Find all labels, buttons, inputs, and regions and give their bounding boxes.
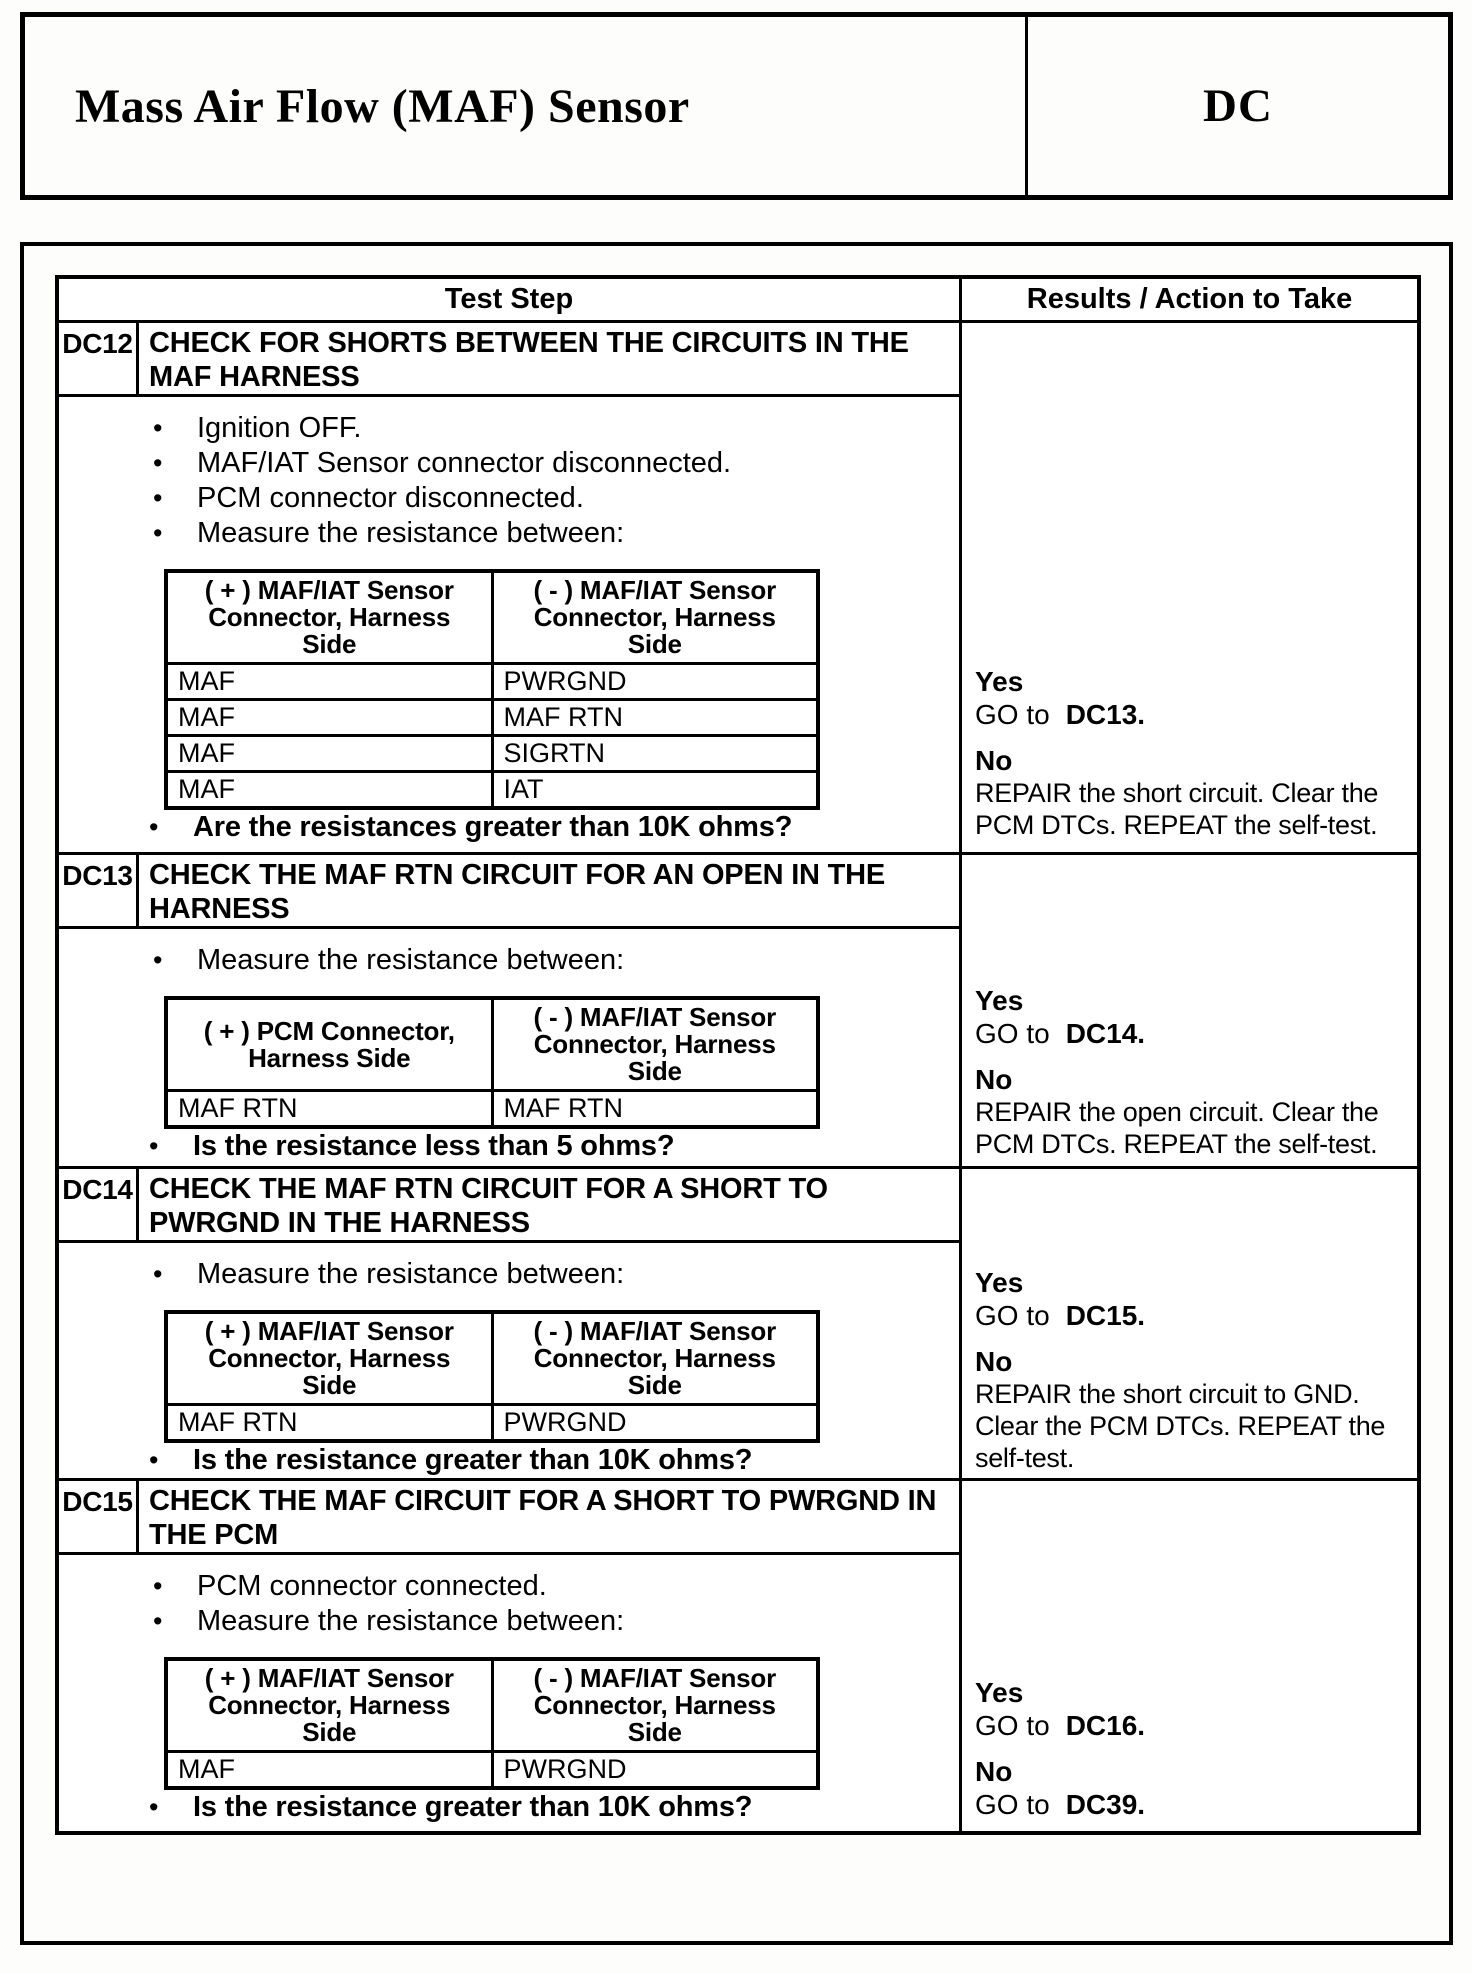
step-question-text: Is the resistance less than 5 ohms? bbox=[193, 1129, 675, 1162]
no-result bbox=[975, 1345, 1413, 1474]
pin-header-line: Connector, Harness bbox=[533, 1690, 776, 1720]
pin-table-header-row bbox=[166, 571, 818, 664]
pin-col-header-negative bbox=[492, 1659, 818, 1752]
yes-label: Yes bbox=[975, 1266, 1024, 1298]
pin-header-line: Connector, Harness bbox=[208, 1690, 451, 1720]
step-bullets bbox=[59, 1569, 959, 1639]
bullet-dot: • bbox=[153, 1259, 163, 1289]
col-header-results: Results / Action to Take bbox=[959, 279, 1417, 320]
yes-action bbox=[975, 698, 1413, 731]
section-code: DC bbox=[1203, 80, 1273, 132]
bullet-text: Ignition OFF. bbox=[197, 412, 362, 444]
pin-row bbox=[166, 772, 818, 808]
pin-header-line: ( + ) MAF/IAT Sensor bbox=[204, 575, 454, 605]
pin-col-header-negative bbox=[492, 571, 818, 664]
results-cell bbox=[959, 1481, 1417, 1833]
yes-goto-target: DC14. bbox=[1065, 1017, 1146, 1049]
yes-goto-target: DC13. bbox=[1065, 698, 1146, 730]
pin-cell: MAF bbox=[166, 736, 492, 772]
pin-cell: MAF RTN bbox=[166, 1405, 492, 1441]
bullet-dot: • bbox=[149, 1791, 159, 1822]
pin-header-line: ( + ) PCM Connector, bbox=[203, 1015, 455, 1046]
page-title: Mass Air Flow (MAF) Sensor bbox=[75, 79, 690, 133]
pin-header-line: ( - ) MAF/IAT Sensor bbox=[533, 1002, 776, 1032]
step-question-text: Are the resistances greater than 10K ohms? bbox=[193, 810, 793, 843]
no-label: No bbox=[975, 1755, 1013, 1787]
pin-table-header-row bbox=[166, 998, 818, 1091]
no-action-line: Clear the PCM DTCs. REPEAT the bbox=[975, 1410, 1386, 1441]
step-instructions bbox=[59, 411, 959, 810]
pin-table bbox=[164, 1310, 820, 1443]
pin-header-line: ( + ) MAF/IAT Sensor bbox=[204, 1663, 454, 1693]
test-table-container bbox=[20, 242, 1453, 1945]
bullet-text: MAF/IAT Sensor connector disconnected. bbox=[197, 447, 732, 479]
pin-cell: PWRGND bbox=[492, 1752, 818, 1788]
test-step-cell bbox=[59, 323, 959, 853]
pin-header-line: ( - ) MAF/IAT Sensor bbox=[533, 1663, 776, 1693]
no-action bbox=[975, 1378, 1413, 1474]
pin-header-line: Side bbox=[302, 1370, 357, 1400]
pin-header-line: Connector, Harness bbox=[533, 1343, 776, 1373]
bullet-dot: • bbox=[149, 1130, 159, 1161]
pin-header-line: Side bbox=[302, 629, 357, 659]
pin-cell: MAF RTN bbox=[166, 1091, 492, 1127]
pin-header-line: Side bbox=[627, 1717, 682, 1747]
bullet-dot: • bbox=[153, 1571, 163, 1601]
pin-header-line: Connector, Harness bbox=[533, 1029, 776, 1059]
bullet-text: PCM connector disconnected. bbox=[197, 482, 584, 514]
yes-label: Yes bbox=[975, 665, 1024, 697]
table-header-row bbox=[59, 279, 1417, 323]
no-goto-line bbox=[975, 1788, 1413, 1821]
yes-goto-prefix: GO to bbox=[975, 1017, 1050, 1049]
step-id: DC15 bbox=[59, 1481, 139, 1552]
pin-cell: MAF RTN bbox=[492, 1091, 818, 1127]
bullet-item bbox=[59, 1569, 959, 1604]
pin-col-header-positive bbox=[166, 998, 492, 1091]
pin-table-body bbox=[166, 1091, 818, 1127]
no-action bbox=[975, 1788, 1413, 1821]
step-question bbox=[59, 810, 959, 845]
pin-table bbox=[164, 569, 820, 810]
yes-result bbox=[975, 984, 1413, 1050]
no-goto-target: DC39. bbox=[1065, 1788, 1146, 1820]
yes-result bbox=[975, 1676, 1413, 1742]
step-question bbox=[59, 1790, 959, 1825]
results-cell bbox=[959, 323, 1417, 853]
bullet-dot: • bbox=[153, 483, 163, 513]
pin-row bbox=[166, 1405, 818, 1441]
pin-header-line: Side bbox=[302, 1717, 357, 1747]
bullet-dot: • bbox=[153, 1606, 163, 1636]
pin-cell: SIGRTN bbox=[492, 736, 818, 772]
pin-cell: MAF bbox=[166, 772, 492, 808]
bullet-item bbox=[59, 1604, 959, 1639]
test-step-row bbox=[59, 323, 1417, 855]
bullet-item bbox=[59, 481, 959, 516]
step-instructions bbox=[59, 943, 959, 1129]
step-body bbox=[59, 929, 959, 1172]
no-action-line: REPAIR the short circuit. Clear the bbox=[975, 777, 1379, 808]
pin-header-line: Side bbox=[627, 1056, 682, 1086]
pin-row bbox=[166, 700, 818, 736]
bullet-dot: • bbox=[153, 518, 163, 548]
test-step-cell bbox=[59, 855, 959, 1172]
pin-cell: MAF RTN bbox=[492, 700, 818, 736]
yes-result bbox=[975, 665, 1413, 731]
bullet-dot: • bbox=[149, 1444, 159, 1475]
test-step-cell bbox=[59, 1481, 959, 1833]
step-title: CHECK FOR SHORTS BETWEEN THE CIRCUITS IN THE MAF HARNESS bbox=[149, 327, 909, 393]
pin-row bbox=[166, 1091, 818, 1127]
step-bullets bbox=[59, 411, 959, 551]
test-step-cell bbox=[59, 1169, 959, 1486]
bullet-text: Measure the resistance between: bbox=[197, 944, 625, 976]
test-steps bbox=[59, 323, 1417, 1831]
step-bullets bbox=[59, 943, 959, 978]
pin-row bbox=[166, 1752, 818, 1788]
pin-header-line: Side bbox=[627, 1370, 682, 1400]
bullet-item bbox=[59, 516, 959, 551]
pin-col-header-negative bbox=[492, 998, 818, 1091]
section-code-cell bbox=[1025, 17, 1448, 195]
no-label: No bbox=[975, 1063, 1013, 1095]
pin-table bbox=[164, 1657, 820, 1790]
pin-table-body bbox=[166, 1405, 818, 1441]
yes-goto-prefix: GO to bbox=[975, 1709, 1050, 1741]
bullet-item bbox=[59, 446, 959, 481]
step-instructions bbox=[59, 1257, 959, 1443]
pin-table-header-row bbox=[166, 1312, 818, 1405]
step-instructions bbox=[59, 1569, 959, 1790]
step-body bbox=[59, 1243, 959, 1486]
pin-cell: MAF bbox=[166, 1752, 492, 1788]
yes-goto-target: DC15. bbox=[1065, 1299, 1146, 1331]
no-action-line: PCM DTCs. REPEAT the self-test. bbox=[975, 809, 1378, 840]
pin-cell: PWRGND bbox=[492, 1405, 818, 1441]
no-action-line: REPAIR the open circuit. Clear the bbox=[975, 1096, 1379, 1127]
test-step-row bbox=[59, 855, 1417, 1169]
pin-col-header-negative bbox=[492, 1312, 818, 1405]
bullet-dot: • bbox=[153, 945, 163, 975]
pin-table bbox=[164, 996, 820, 1129]
yes-result bbox=[975, 1266, 1413, 1332]
pin-header-line: Connector, Harness bbox=[208, 602, 451, 632]
pin-table-body bbox=[166, 1752, 818, 1788]
pin-cell: PWRGND bbox=[492, 664, 818, 700]
step-header bbox=[59, 855, 959, 929]
yes-label: Yes bbox=[975, 984, 1024, 1016]
document-header bbox=[20, 12, 1453, 200]
step-title: CHECK THE MAF RTN CIRCUIT FOR A SHORT TO PWRGND IN THE HARNESS bbox=[149, 1173, 828, 1239]
pin-header-line: Connector, Harness bbox=[533, 602, 776, 632]
yes-goto-target: DC16. bbox=[1065, 1709, 1146, 1741]
no-label: No bbox=[975, 1345, 1013, 1377]
step-body bbox=[59, 1555, 959, 1833]
no-action bbox=[975, 777, 1413, 841]
bullet-text: Measure the resistance between: bbox=[197, 1258, 625, 1290]
pin-header-line: ( + ) MAF/IAT Sensor bbox=[204, 1316, 454, 1346]
step-header bbox=[59, 1169, 959, 1243]
pin-header-line: Connector, Harness bbox=[208, 1343, 451, 1373]
results-cell bbox=[959, 855, 1417, 1172]
yes-action bbox=[975, 1709, 1413, 1742]
bullet-item bbox=[59, 1257, 959, 1292]
bullet-dot: • bbox=[153, 413, 163, 443]
document-title-cell bbox=[25, 17, 1025, 195]
pin-header-line: ( - ) MAF/IAT Sensor bbox=[533, 575, 776, 605]
pin-col-header-positive bbox=[166, 1659, 492, 1752]
pin-row bbox=[166, 664, 818, 700]
step-body bbox=[59, 397, 959, 853]
results-cell bbox=[959, 1169, 1417, 1486]
no-action bbox=[975, 1096, 1413, 1160]
step-title: CHECK THE MAF CIRCUIT FOR A SHORT TO PWRGND IN THE PCM bbox=[149, 1485, 937, 1551]
bullet-dot: • bbox=[149, 811, 159, 842]
test-step-row bbox=[59, 1481, 1417, 1831]
step-question-text: Is the resistance greater than 10K ohms? bbox=[193, 1443, 753, 1476]
pin-row bbox=[166, 736, 818, 772]
yes-label: Yes bbox=[975, 1676, 1024, 1708]
yes-goto-prefix: GO to bbox=[975, 1299, 1050, 1331]
bullet-dot: • bbox=[153, 448, 163, 478]
no-goto-prefix: GO to bbox=[975, 1788, 1050, 1820]
pin-table-body bbox=[166, 664, 818, 808]
bullet-text: Measure the resistance between: bbox=[197, 1605, 625, 1637]
bullet-text: Measure the resistance between: bbox=[197, 517, 625, 549]
step-question bbox=[59, 1129, 959, 1164]
no-action-line: PCM DTCs. REPEAT the self-test. bbox=[975, 1128, 1378, 1159]
no-result bbox=[975, 744, 1413, 841]
no-result bbox=[975, 1063, 1413, 1160]
pin-header-line: Harness Side bbox=[248, 1042, 411, 1073]
step-header bbox=[59, 323, 959, 397]
bullet-item bbox=[59, 411, 959, 446]
pin-header-line: Side bbox=[627, 629, 682, 659]
yes-action bbox=[975, 1299, 1413, 1332]
step-id: DC14 bbox=[59, 1169, 139, 1240]
step-header bbox=[59, 1481, 959, 1555]
yes-goto-prefix: GO to bbox=[975, 698, 1050, 730]
step-id: DC12 bbox=[59, 323, 139, 394]
no-label: No bbox=[975, 744, 1013, 776]
test-step-row bbox=[59, 1169, 1417, 1481]
col-header-test-step: Test Step bbox=[444, 283, 574, 315]
no-result bbox=[975, 1755, 1413, 1821]
bullet-item bbox=[59, 943, 959, 978]
step-question bbox=[59, 1443, 959, 1478]
bullet-text: PCM connector connected. bbox=[197, 1570, 547, 1602]
pin-cell: IAT bbox=[492, 772, 818, 808]
pin-col-header-positive bbox=[166, 571, 492, 664]
pin-col-header-positive bbox=[166, 1312, 492, 1405]
step-id: DC13 bbox=[59, 855, 139, 926]
no-action-line: self-test. bbox=[975, 1442, 1075, 1473]
step-question-text: Is the resistance greater than 10K ohms? bbox=[193, 1790, 753, 1823]
yes-action bbox=[975, 1017, 1413, 1050]
step-title: CHECK THE MAF RTN CIRCUIT FOR AN OPEN IN THE HARNESS bbox=[149, 859, 886, 925]
step-bullets bbox=[59, 1257, 959, 1292]
pinpoint-test-table bbox=[55, 275, 1421, 1835]
pin-header-line: ( - ) MAF/IAT Sensor bbox=[533, 1316, 776, 1346]
scanned-manual-page bbox=[0, 12, 1472, 1945]
no-action-line: REPAIR the short circuit to GND. bbox=[975, 1378, 1360, 1409]
pin-cell: MAF bbox=[166, 700, 492, 736]
pin-table-header-row bbox=[166, 1659, 818, 1752]
pin-cell: MAF bbox=[166, 664, 492, 700]
